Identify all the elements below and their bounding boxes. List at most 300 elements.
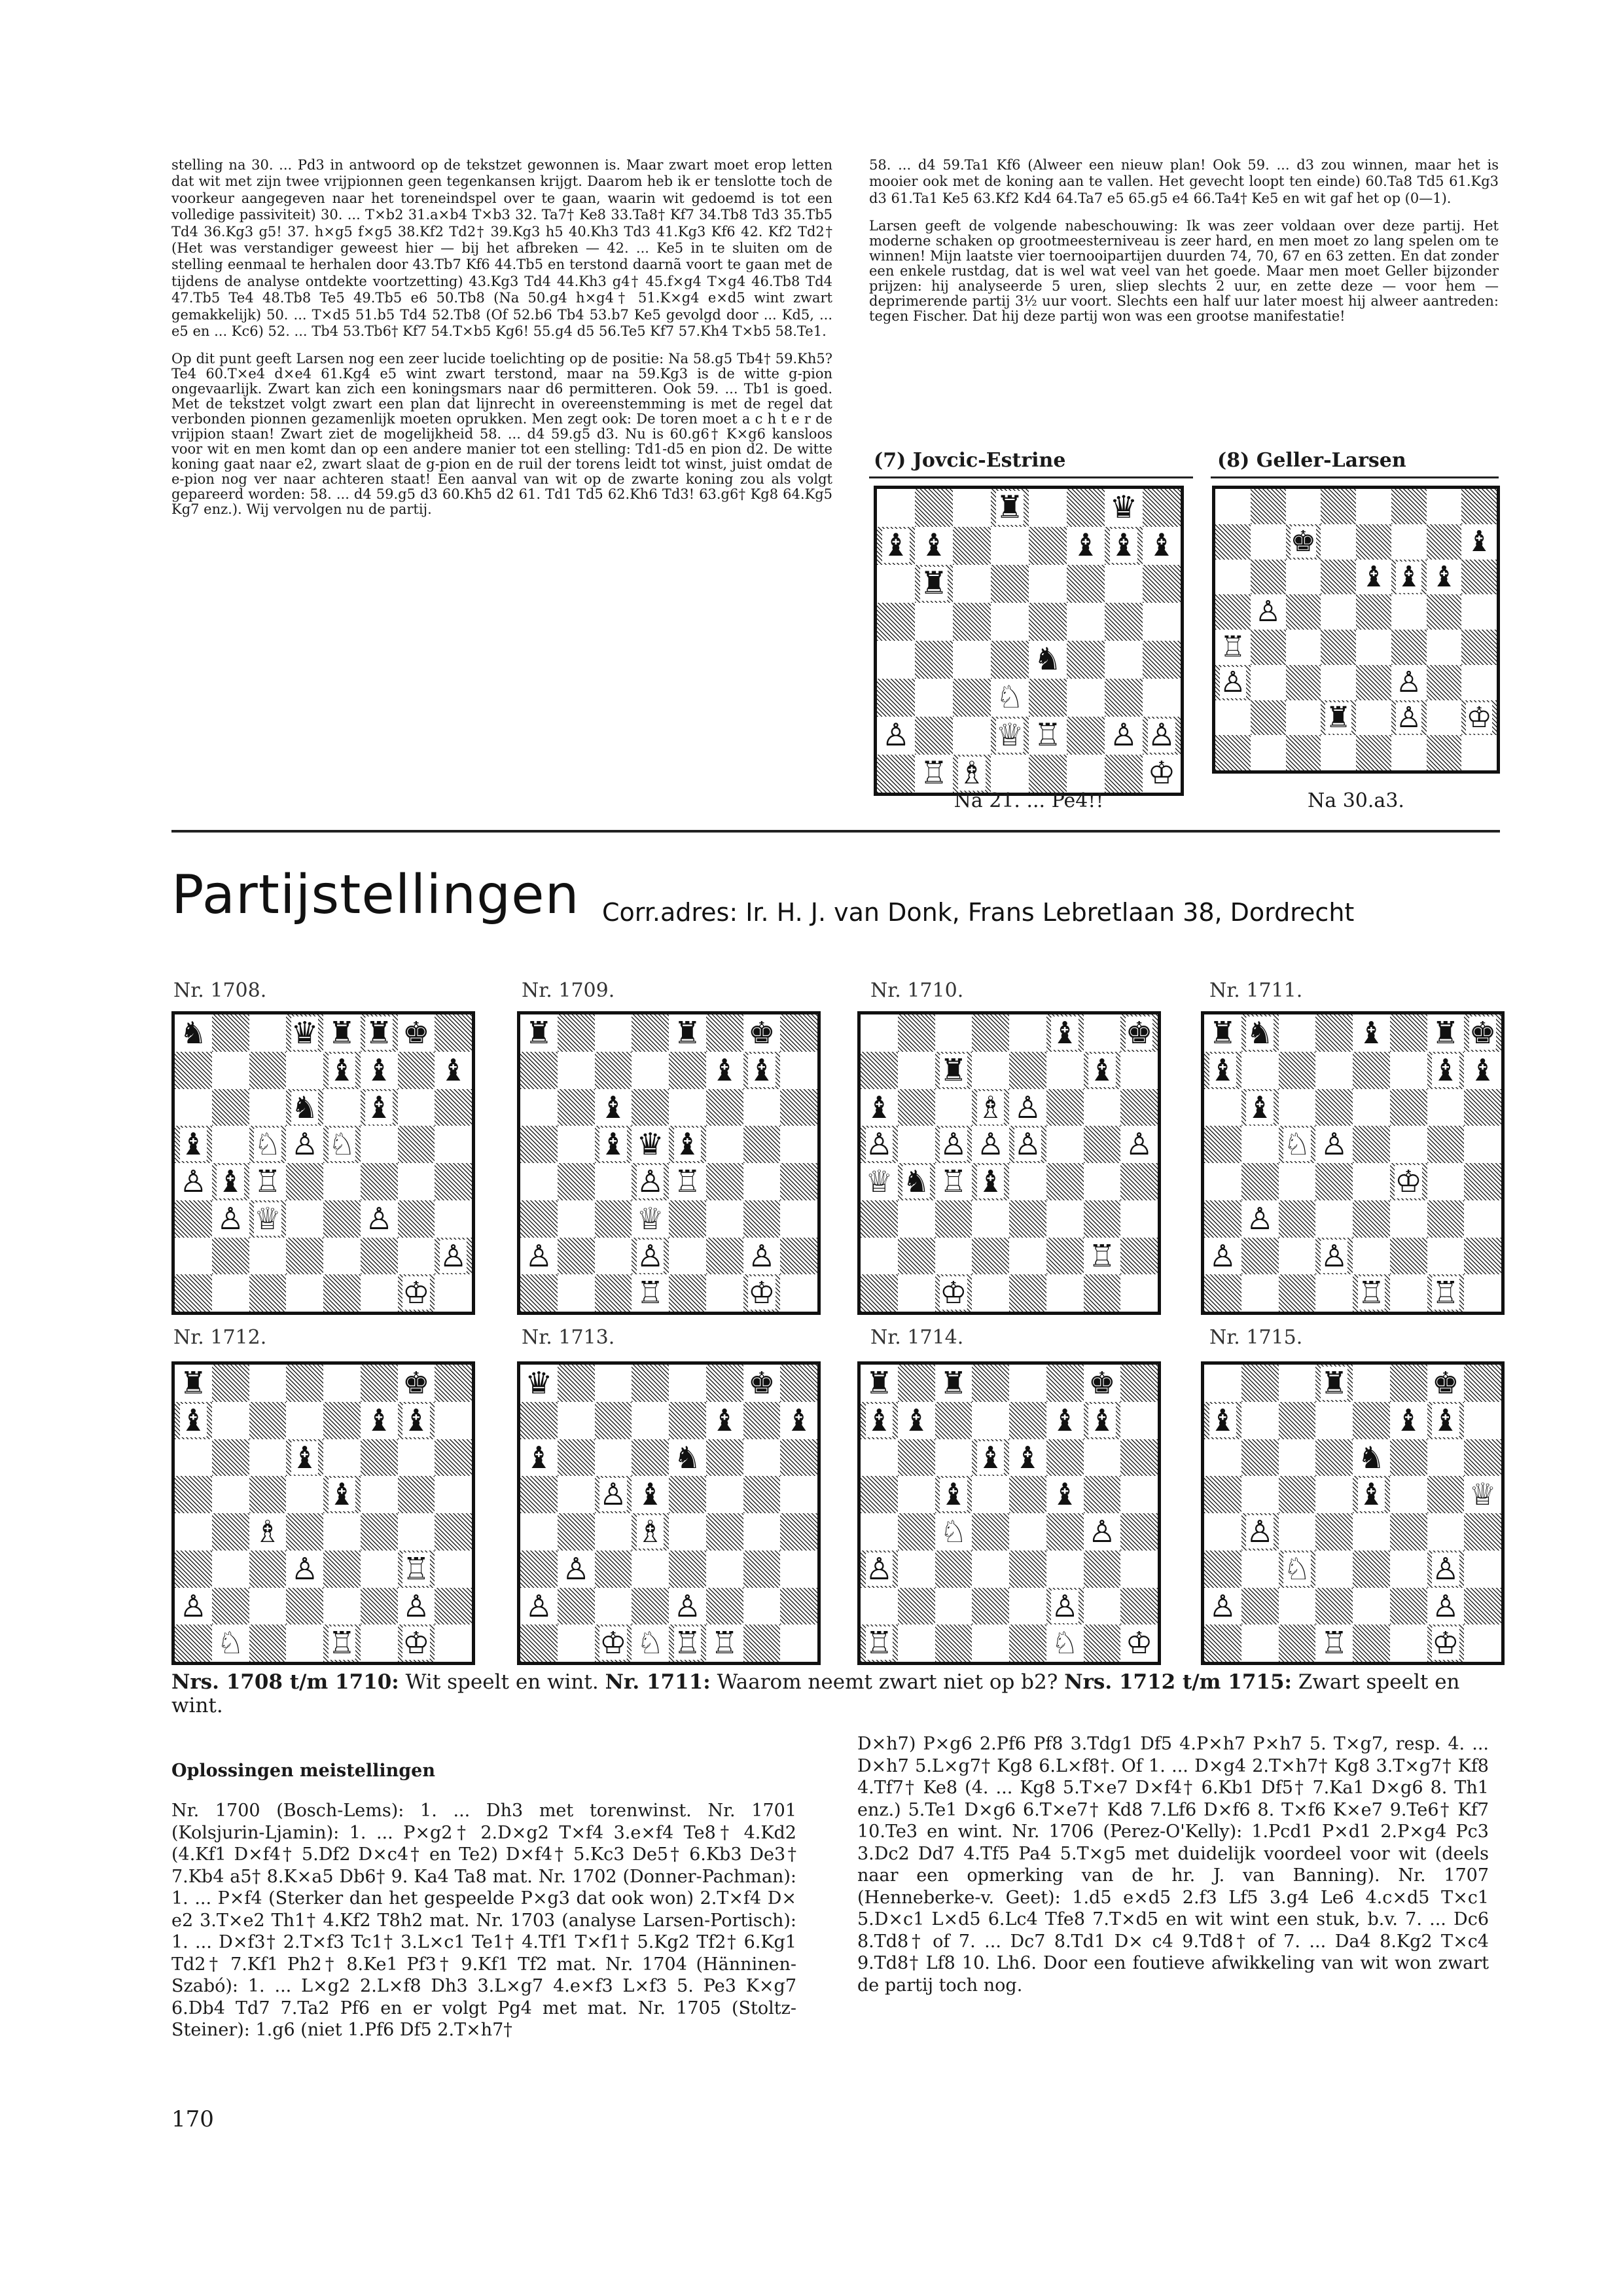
dark-square <box>1084 1624 1121 1662</box>
dark-square <box>1120 1089 1158 1126</box>
black-knight-icon: ♞ <box>291 1089 319 1125</box>
white-pawn-icon: ♙ <box>1255 595 1281 629</box>
white-pawn-icon: ♙ <box>402 1588 430 1624</box>
black-knight-icon: ♞ <box>179 1015 207 1050</box>
black-rook-icon: ♜ <box>525 1015 553 1050</box>
black-rook-icon: ♜ <box>919 565 948 601</box>
black-pawn-icon: ♝ <box>636 1477 664 1513</box>
game-diagram-caption-8: (8) Geller-Larsen <box>1217 449 1406 472</box>
dark-square <box>249 1476 287 1513</box>
dark-square <box>1204 1200 1241 1238</box>
black-king-icon: ♚ <box>1432 1365 1459 1401</box>
white-queen-icon: ♕ <box>1469 1477 1497 1513</box>
problem-label: Nr. 1709. <box>522 979 615 1002</box>
problem-label: Nr. 1712. <box>173 1326 267 1349</box>
dark-square <box>1105 603 1143 641</box>
black-king-icon: ♚ <box>748 1365 776 1401</box>
dark-square <box>1120 1588 1158 1625</box>
white-rook-icon: ♖ <box>919 755 948 791</box>
black-pawn-icon: ♝ <box>1109 528 1138 564</box>
dark-square <box>669 1476 706 1513</box>
dark-square <box>898 1513 935 1551</box>
dark-square <box>877 755 915 793</box>
dark-square <box>286 1365 323 1402</box>
dark-square <box>780 1365 817 1402</box>
dark-square <box>991 565 1029 603</box>
dark-square <box>435 1513 472 1551</box>
dark-square <box>706 1014 743 1052</box>
dark-square <box>1390 1588 1427 1625</box>
white-knight-icon: ♘ <box>940 1514 967 1549</box>
dark-square <box>1286 735 1321 770</box>
black-rook-icon: ♜ <box>1432 1015 1459 1050</box>
dark-square <box>1279 1052 1316 1089</box>
problem-board-1708 <box>171 1011 475 1315</box>
dark-square <box>175 1476 212 1513</box>
game-diagram-result-8: Na 30.a3. <box>1308 789 1404 812</box>
black-pawn-icon: ♝ <box>976 1439 1005 1475</box>
dark-square <box>1251 489 1286 524</box>
white-rook-icon: ♖ <box>1033 717 1062 753</box>
dark-square <box>558 1014 595 1052</box>
black-knight-icon: ♞ <box>673 1439 702 1475</box>
white-pawn-icon: ♙ <box>1220 665 1246 699</box>
white-king-icon: ♔ <box>1466 700 1492 734</box>
white-bishop-icon: ♗ <box>636 1514 664 1549</box>
black-rook-icon: ♜ <box>365 1015 393 1050</box>
black-king-icon: ♚ <box>1469 1015 1497 1050</box>
dark-square <box>1067 489 1105 527</box>
black-pawn-icon: ♝ <box>1147 528 1176 564</box>
dark-square <box>669 1052 706 1089</box>
dark-square <box>249 1274 287 1312</box>
white-pawn-icon: ♙ <box>940 1126 967 1162</box>
black-pawn-icon: ♝ <box>599 1126 627 1162</box>
black-rook-icon: ♜ <box>940 1365 967 1401</box>
black-pawn-icon: ♝ <box>1071 528 1100 564</box>
dark-square <box>898 1365 935 1402</box>
black-rook-icon: ♜ <box>328 1015 356 1050</box>
solutions-right: D×h7) P×g6 2.Pf6 Pf8 3.Tdg1 Df5 4.P×h7 P×h7 5. T×g7, resp. 4. ... D×h7 5.L×g7† Kg8 6.L×f8†. Of 1. ... D×g4 2.T×h7† Kg8 3.T×g7† Kf8 4.Tf7† Ke8 (4. ... Kg8 5.T×e7 D×f4† 6.Kb1 Df5† 7.Ka1 D×g6 8. Th1 enz.) 5.Te1 D×g6 6.T×e7† Kd8 7.Lf6 D×f6 8. T×f6 K×e7 9.Te6† Kf7 10.Te3 en wint. Nr. 1706 (Perez-O'Kelly): 1.Pcd1 P×d1 2.P×g4 Pc3 3.Dc2 Dd7 4.Tf5 Pa4 5.T×g5 met duidelijk voordeel voor wit (deels naar een opmerking van de hr. J. van Banning). Nr. 1707 (Henneberke-v. Geet): 1.d5 e×d5 2.f3 Lf5 3.g4 Le6 4.c×d5 T×c1 5.D×c1 L×d5 6.Lc4 Tfe8 7.T×d5 en wit wint een stuk, b.v. 7. ... Dc6 8.Td8† of 7. ... Dc7 8.Td1 D× c4 9.Td8† of 7. ... Da4 8.Kg2 T×c4 9.Td8† Lf8 10. Lh6. Door een foutieve afwikkeling van wit won zwart de partij toch nog. <box>857 1734 1489 1996</box>
dark-square <box>1356 665 1391 700</box>
dark-square <box>286 1238 323 1275</box>
dark-square <box>1315 1089 1353 1126</box>
dark-square <box>1009 1551 1046 1588</box>
white-pawn-icon: ♙ <box>1395 700 1422 734</box>
dark-square <box>1029 679 1067 717</box>
white-pawn-icon: ♙ <box>1432 1588 1459 1624</box>
dark-square <box>1029 755 1067 793</box>
top-right-paragraph-2: Larsen geeft de volgende nabeschouwing: Ik was zeer voldaan over deze partij. Het moderne schaken op grootmeesterniveau is zeer hard, en men moet zo lang spelen om te winnen! Mijn laatste vier toernooipartijen duurden 74, 70, 67 en 63 zetten. En dat zonder een enkele rustdag, dat is wel wat veel van het goede. Maar men moet Geller bijzonder prijzen: hij analyseerde 5 uren, sliep slechts 2 uur, en zette deze — voor hem — deprimerende partij 3½ uur voort. Slechts een half uur later moest hij alweer aantreden: tegen Fischer. Dat hij deze partij won was een grootse manifestatie! <box>869 218 1499 325</box>
dark-square <box>1204 1126 1241 1163</box>
white-pawn-icon: ♙ <box>1246 1514 1274 1549</box>
problem-board-1714 <box>857 1361 1161 1665</box>
dark-square <box>435 1014 472 1052</box>
black-pawn-icon: ♝ <box>1051 1015 1079 1050</box>
dark-square <box>935 1624 972 1662</box>
white-pawn-icon: ♙ <box>636 1238 664 1274</box>
white-pawn-icon: ♙ <box>1320 1238 1348 1274</box>
white-bishop-icon: ♗ <box>957 755 986 791</box>
dark-square <box>1084 1274 1121 1312</box>
solutions-heading: Oplossingen meistellingen <box>171 1761 435 1781</box>
dark-square <box>212 1588 249 1625</box>
dark-square <box>972 1014 1009 1052</box>
dark-square <box>1046 1163 1084 1200</box>
white-king-icon: ♔ <box>1432 1625 1459 1661</box>
dark-square <box>1356 735 1391 770</box>
black-pawn-icon: ♝ <box>1361 560 1387 594</box>
dark-square <box>1204 1274 1241 1312</box>
dark-square <box>1029 527 1067 565</box>
dark-square <box>1427 735 1462 770</box>
dark-square <box>175 1551 212 1588</box>
black-king-icon: ♚ <box>1088 1365 1116 1401</box>
section-subtitle: Corr.adres: Ir. H. J. van Donk, Frans Lebretlaan 38, Dordrecht <box>602 898 1355 927</box>
dark-square <box>212 1513 249 1551</box>
dark-square <box>861 1052 898 1089</box>
problem-label: Nr. 1711. <box>1209 979 1303 1002</box>
white-pawn-icon: ♙ <box>865 1126 893 1162</box>
black-knight-icon: ♞ <box>1357 1439 1385 1475</box>
dark-square <box>1286 594 1321 630</box>
dark-square <box>1084 1126 1121 1163</box>
black-pawn-icon: ♝ <box>919 528 948 564</box>
white-knight-icon: ♘ <box>328 1126 356 1162</box>
dark-square <box>1215 524 1251 560</box>
black-pawn-icon: ♝ <box>1209 1052 1237 1088</box>
dark-square <box>780 1238 817 1275</box>
white-queen-icon: ♕ <box>254 1200 281 1236</box>
dark-square <box>1251 700 1286 736</box>
white-queen-icon: ♕ <box>865 1164 893 1199</box>
white-pawn-icon: ♙ <box>976 1126 1005 1162</box>
dark-square <box>1427 1126 1465 1163</box>
black-rook-icon: ♜ <box>940 1052 967 1088</box>
white-queen-icon: ♕ <box>636 1200 664 1236</box>
white-rook-icon: ♖ <box>1432 1275 1459 1311</box>
black-pawn-icon: ♝ <box>1395 560 1422 594</box>
dark-square <box>1241 1439 1279 1477</box>
white-pawn-icon: ♙ <box>1051 1588 1079 1624</box>
black-pawn-icon: ♝ <box>1088 1052 1116 1088</box>
white-rook-icon: ♖ <box>711 1625 738 1661</box>
white-pawn-icon: ♙ <box>748 1238 776 1274</box>
dark-square <box>398 1476 435 1513</box>
dark-square <box>706 1089 743 1126</box>
dark-square <box>520 1551 558 1588</box>
white-pawn-icon: ♙ <box>291 1126 319 1162</box>
dark-square <box>558 1365 595 1402</box>
dark-square <box>1046 1365 1084 1402</box>
black-king-icon: ♚ <box>402 1015 430 1050</box>
dark-square <box>558 1439 595 1477</box>
black-queen-icon: ♛ <box>1109 490 1138 526</box>
white-pawn-icon: ♙ <box>525 1238 553 1274</box>
dark-square <box>953 603 991 641</box>
dark-square <box>520 1200 558 1238</box>
white-pawn-icon: ♙ <box>882 717 910 753</box>
dark-square <box>1084 1200 1121 1238</box>
dark-square <box>249 1052 287 1089</box>
dark-square <box>1143 489 1181 527</box>
dark-square <box>1390 1439 1427 1477</box>
black-pawn-icon: ♝ <box>902 1402 930 1438</box>
black-pawn-icon: ♝ <box>748 1052 776 1088</box>
black-pawn-icon: ♝ <box>365 1052 393 1088</box>
problem-board-1713 <box>517 1361 821 1665</box>
dark-square <box>435 1439 472 1477</box>
dark-square <box>632 1014 669 1052</box>
dark-square <box>558 1089 595 1126</box>
dark-square <box>1251 560 1286 595</box>
black-knight-icon: ♞ <box>1033 641 1062 677</box>
black-pawn-icon: ♝ <box>179 1402 207 1438</box>
black-pawn-icon: ♝ <box>865 1402 893 1438</box>
dark-square <box>398 1126 435 1163</box>
dark-square <box>558 1238 595 1275</box>
dark-square <box>1143 641 1181 679</box>
white-pawn-icon: ♙ <box>1088 1514 1116 1549</box>
dark-square <box>1251 630 1286 665</box>
white-pawn-icon: ♙ <box>636 1164 664 1199</box>
dark-square <box>972 1513 1009 1551</box>
dark-square <box>323 1274 361 1312</box>
white-king-icon: ♔ <box>748 1275 776 1311</box>
dark-square <box>780 1163 817 1200</box>
white-rook-icon: ♖ <box>636 1275 664 1311</box>
dark-square <box>595 1200 632 1238</box>
dark-square <box>898 1439 935 1477</box>
dark-square <box>398 1200 435 1238</box>
white-pawn-icon: ♙ <box>599 1477 627 1513</box>
dark-square <box>212 1365 249 1402</box>
dark-square <box>175 1200 212 1238</box>
white-pawn-icon: ♙ <box>1014 1089 1042 1125</box>
dark-square <box>780 1089 817 1126</box>
dark-square <box>953 679 991 717</box>
black-pawn-icon: ♝ <box>291 1439 319 1475</box>
dark-square <box>323 1551 361 1588</box>
white-pawn-icon: ♙ <box>179 1588 207 1624</box>
dark-square <box>669 1200 706 1238</box>
white-rook-icon: ♖ <box>328 1625 356 1661</box>
dark-square <box>669 1402 706 1439</box>
top-left-paragraph-2: Op dit punt geeft Larsen nog een zeer lucide toelichting op de positie: Na 58.g5 Tb4† 59.Kh5? Te4 60.T×e4 d×e4 61.Kg4 e5 wint zwart terstond, maar na 59.Kg3 is de witte g-pion ongevaarlijk. Zwart kan zich een koningsmars naar d6 permitteren. Ook 59. ... Tb1 is goed. Met de tekstzet volgt zwart een plan dat lijnrecht in overeenstemming is met de regel dat verbonden pionnen gezamenlijk moeten oprukken. Men zegt ook: De toren moet a c h t e r de vrijpion staan! Zwart ziet de mogelijkheid 58. ... d4 59.g5 d3. Nu is 60.g6† K×g6 kansloos voor wit en men komt dan op een andere manier tot een stelling: Td1-d5 en pion d2. De witte koning gaat naar e2, zwart slaat de g-pion en de ruil der torens leidt tot winst, juist omdat de e-pion nog ver naar achteren staat! Een aanval van wit op de zwarte koning zou als volgt gepareerd worden: 58. ... d4 59.g5 d3 60.Kh5 d2 61. Td1 Td5 62.Kh6 Td3! 63.g6† Kg8 64.Kg5 Kg7 enz.). Wij vervolgen nu de partij. <box>171 351 832 518</box>
black-king-icon: ♚ <box>1290 524 1317 558</box>
dark-square <box>861 1274 898 1312</box>
black-pawn-icon: ♝ <box>1432 1052 1459 1088</box>
white-rook-icon: ♖ <box>940 1164 967 1199</box>
white-pawn-icon: ♙ <box>865 1551 893 1587</box>
dark-square <box>323 1402 361 1439</box>
dark-square <box>175 1052 212 1089</box>
white-king-icon: ♔ <box>1147 755 1176 791</box>
black-pawn-icon: ♝ <box>711 1052 738 1088</box>
dark-square <box>743 1624 781 1662</box>
top-right-column <box>869 157 1499 336</box>
dark-square <box>361 1365 398 1402</box>
white-pawn-icon: ♙ <box>1209 1238 1237 1274</box>
dark-square <box>780 1014 817 1052</box>
section-divider <box>171 830 1500 833</box>
problem-label: Nr. 1715. <box>1209 1326 1303 1349</box>
dark-square <box>1241 1238 1279 1275</box>
black-pawn-icon: ♝ <box>865 1089 893 1125</box>
problem-board-1712 <box>171 1361 475 1665</box>
caption-rule-8 <box>1211 476 1499 478</box>
dark-square <box>1353 1624 1390 1662</box>
dark-square <box>743 1402 781 1439</box>
dark-square <box>1464 1588 1501 1625</box>
black-pawn-icon: ♝ <box>1431 560 1457 594</box>
dark-square <box>1120 1365 1158 1402</box>
black-pawn-icon: ♝ <box>1432 1402 1459 1438</box>
black-pawn-icon: ♝ <box>1051 1477 1079 1513</box>
dark-square <box>632 1365 669 1402</box>
dark-square <box>1046 1238 1084 1275</box>
dark-square <box>1105 755 1143 793</box>
dark-square <box>435 1365 472 1402</box>
dark-square <box>1353 1126 1390 1163</box>
dark-square <box>780 1588 817 1625</box>
dark-square <box>520 1624 558 1662</box>
white-pawn-icon: ♙ <box>1395 665 1422 699</box>
dark-square <box>1084 1551 1121 1588</box>
white-knight-icon: ♘ <box>636 1625 664 1661</box>
white-knight-icon: ♘ <box>1283 1551 1311 1587</box>
dark-square <box>1464 1513 1501 1551</box>
dark-square <box>991 641 1029 679</box>
black-pawn-icon: ♝ <box>365 1089 393 1125</box>
white-pawn-icon: ♙ <box>673 1588 702 1624</box>
dark-square <box>212 1089 249 1126</box>
dark-square <box>706 1513 743 1551</box>
problem-label: Nr. 1713. <box>522 1326 615 1349</box>
white-rook-icon: ♖ <box>402 1551 430 1587</box>
white-king-icon: ♔ <box>402 1625 430 1661</box>
dark-square <box>1204 1476 1241 1513</box>
dark-square <box>1390 1365 1427 1402</box>
dark-square <box>212 1439 249 1477</box>
dark-square <box>1315 1014 1353 1052</box>
black-king-icon: ♚ <box>1125 1015 1153 1050</box>
problem-label: Nr. 1714. <box>870 1326 964 1349</box>
dark-square <box>323 1200 361 1238</box>
black-rook-icon: ♜ <box>995 490 1024 526</box>
black-pawn-icon: ♝ <box>785 1402 813 1438</box>
dark-square <box>435 1089 472 1126</box>
black-pawn-icon: ♝ <box>940 1477 967 1513</box>
dark-square <box>1321 489 1356 524</box>
white-rook-icon: ♖ <box>865 1625 893 1661</box>
dark-square <box>1391 630 1427 665</box>
black-pawn-icon: ♝ <box>402 1402 430 1438</box>
dark-square <box>632 1089 669 1126</box>
dark-square <box>1353 1200 1390 1238</box>
instruction-part: Nr. 1711: <box>605 1670 711 1694</box>
white-bishop-icon: ♗ <box>976 1089 1005 1125</box>
dark-square <box>558 1163 595 1200</box>
white-rook-icon: ♖ <box>673 1625 702 1661</box>
dark-square <box>972 1365 1009 1402</box>
dark-square <box>435 1588 472 1625</box>
dark-square <box>632 1439 669 1477</box>
black-rook-icon: ♜ <box>1320 1365 1348 1401</box>
black-pawn-icon: ♝ <box>1469 1052 1497 1088</box>
problem-board-1710 <box>857 1011 1161 1315</box>
dark-square <box>1067 717 1105 755</box>
black-knight-icon: ♞ <box>1246 1015 1274 1050</box>
problem-board-1709 <box>517 1011 821 1315</box>
dark-square <box>669 1551 706 1588</box>
dark-square <box>1279 1274 1316 1312</box>
dark-square <box>595 1052 632 1089</box>
black-pawn-icon: ♝ <box>1246 1089 1274 1125</box>
dark-square <box>175 1274 212 1312</box>
dark-square <box>972 1238 1009 1275</box>
black-rook-icon: ♜ <box>1325 700 1351 734</box>
dark-square <box>361 1163 398 1200</box>
white-bishop-icon: ♗ <box>254 1514 281 1549</box>
dark-square <box>1391 489 1427 524</box>
dark-square <box>520 1476 558 1513</box>
dark-square <box>398 1052 435 1089</box>
white-knight-icon: ♘ <box>1051 1625 1079 1661</box>
dark-square <box>1321 630 1356 665</box>
dark-square <box>1390 1089 1427 1126</box>
white-rook-icon: ♖ <box>673 1164 702 1199</box>
dark-square <box>972 1588 1009 1625</box>
dark-square <box>915 641 953 679</box>
dark-square <box>520 1052 558 1089</box>
dark-square <box>286 1163 323 1200</box>
black-pawn-icon: ♝ <box>976 1164 1005 1199</box>
black-rook-icon: ♜ <box>179 1365 207 1401</box>
dark-square <box>898 1089 935 1126</box>
dark-square <box>595 1402 632 1439</box>
black-pawn-icon: ♝ <box>1051 1402 1079 1438</box>
dark-square <box>1279 1200 1316 1238</box>
black-queen-icon: ♛ <box>291 1015 319 1050</box>
dark-square <box>361 1439 398 1477</box>
white-pawn-icon: ♙ <box>1014 1126 1042 1162</box>
white-rook-icon: ♖ <box>1220 630 1246 664</box>
instruction-part: Nrs. 1712 t/m 1715: <box>1064 1670 1292 1694</box>
dark-square <box>1009 1200 1046 1238</box>
white-knight-icon: ♘ <box>995 679 1024 715</box>
dark-square <box>1067 565 1105 603</box>
dark-square <box>1427 1200 1465 1238</box>
dark-square <box>1461 560 1497 595</box>
black-rook-icon: ♜ <box>673 1015 702 1050</box>
dark-square <box>361 1238 398 1275</box>
black-rook-icon: ♜ <box>865 1365 893 1401</box>
white-pawn-icon: ♙ <box>291 1551 319 1587</box>
dark-square <box>1279 1402 1316 1439</box>
top-left-column <box>171 157 832 529</box>
white-pawn-icon: ♙ <box>525 1588 553 1624</box>
dark-square <box>1120 1238 1158 1275</box>
dark-square <box>1427 665 1462 700</box>
dark-square <box>1279 1476 1316 1513</box>
dark-square <box>1321 560 1356 595</box>
dark-square <box>915 717 953 755</box>
dark-square <box>520 1402 558 1439</box>
dark-square <box>1241 1365 1279 1402</box>
dark-square <box>595 1274 632 1312</box>
black-pawn-icon: ♝ <box>1357 1477 1385 1513</box>
